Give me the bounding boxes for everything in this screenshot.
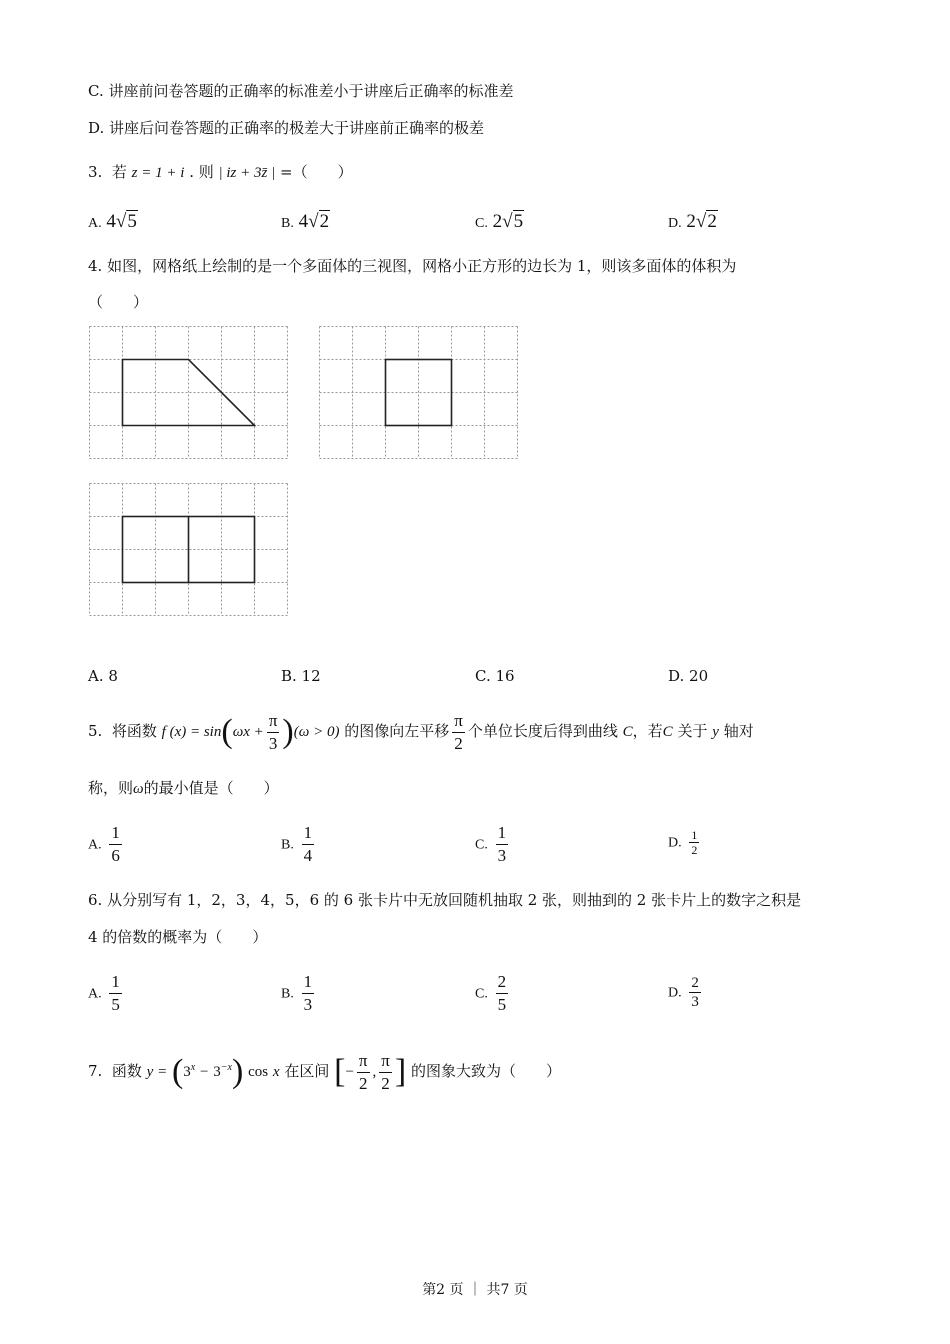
q3-option-d: D. 2√2 [668, 211, 717, 232]
q6-option-d: D. $\frac{2}{3}$ [668, 975, 699, 1010]
front-view-figure [89, 326, 289, 460]
q6-option-a: A. $\frac{1}{5}$ [88, 972, 120, 1014]
q6-option-b: B. $\frac{1}{3}$ [281, 972, 313, 1014]
q5-stem-line2: 称，则ω的最小值是（ ） [88, 779, 279, 797]
q5-option-c: C. $\frac{1}{3}$ [475, 823, 507, 865]
q4-option-c: C. 16 [475, 667, 515, 685]
q6-stem-line2: 4 的倍数的概率为（ ） [88, 928, 268, 946]
q2-option-c: C. 讲座前问卷答题的正确率的标准差小于讲座后正确率的标准差 [88, 82, 514, 100]
page-footer: 第2 页 ｜ 共7 页 [422, 1282, 528, 1298]
q2-option-d: D. 讲座后问卷答题的正确率的极差大于讲座前正确率的极差 [88, 119, 485, 137]
q4-option-b: B. 12 [281, 667, 321, 685]
q3-option-c: C. 2√5 [475, 211, 524, 232]
q3-option-b: B. 4√2 [281, 211, 330, 232]
q4-paren: （ ） [88, 293, 149, 311]
q4-option-d: D. 20 [668, 667, 709, 685]
top-view-figure [89, 483, 289, 617]
q3-option-a: A. 4√5 [88, 211, 137, 232]
q7-stem: 7. 函数 $y = (3^x - 3^{-x})$ cos x 在区间 [− $\frac{\pi}{2}$ , $\frac{\pi}{2}$ ] 的图象大致为（ ） [88, 1050, 561, 1093]
q5-option-b: B. $\frac{1}{4}$ [281, 823, 313, 865]
q5-stem: 5. 将函数 f (x) = sin(ωx + $\frac{\pi}{3}$ )(ω > 0) 的图像向左平移 $\frac{\pi}{2}$ 个单位长度后得到曲线 C，若C 关于 y 轴对 [88, 710, 754, 753]
q6-stem: 6. 从分别写有 1，2，3，4，5，6 的 6 张卡片中无放回随机抽取 2 张，则抽到的 2 张卡片上的数字之积是 [88, 891, 802, 909]
q5-option-a: A. $\frac{1}{6}$ [88, 823, 120, 865]
q5-option-d: D. $\frac{1}{2}$ [668, 828, 698, 857]
side-view-figure [319, 326, 519, 460]
q4-option-a: A. 8 [88, 667, 118, 685]
q3-stem: 3. 若 z = 1 + i . 则 | iz + 3z̄ | =（ ） [88, 163, 353, 181]
q6-option-c: C. $\frac{2}{5}$ [475, 972, 507, 1014]
q4-stem: 4. 如图，网格纸上绘制的是一个多面体的三视图，网格小正方形的边长为 1，则该多面体的体积为 [88, 257, 737, 275]
